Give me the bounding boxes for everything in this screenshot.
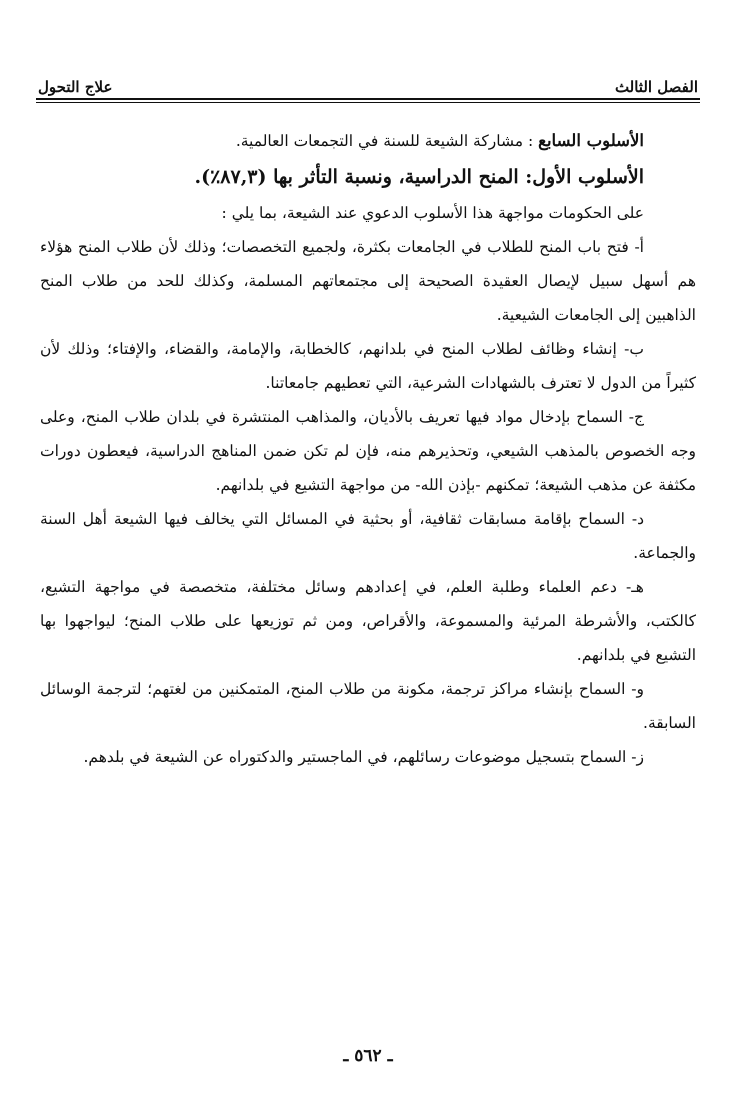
subheading-text: : مشاركة الشيعة للسنة في التجمعات العالمية.: [235, 132, 534, 150]
list-item-g: ز- السماح بتسجيل موضوعات رسائلهم، في الماجستير والدكتوراه عن الشيعة في بلدهم.: [83, 748, 644, 766]
list-item-b: ب- إنشاء وظائف لطلاب المنح في بلدانهم، كالخطابة، والإمامة، والقضاء، والإفتاء؛ وذلك لأن كثيراً من الدول لا تعترف بالشهادات الشرعية، التي تعطيهم جامعاتنا.: [40, 340, 696, 392]
list-item-a: أ- فتح باب المنح للطلاب في الجامعات بكثرة، ولجميع التخصصات؛ وذلك لأن طلاب المنح هؤلاء هم أسهل سبيل لإيصال العقيدة الصحيحة إلى مجتمعاتهم المسلمة، وكذلك للحد من طلاب المنح الذاهبين إلى الجامعات الشيعية.: [40, 238, 696, 324]
header-rule: [36, 98, 700, 100]
page-body: [40, 124, 696, 774]
chapter-title: الفصل الثالث: [614, 78, 698, 96]
subheading-label: الأسلوب السابع: [538, 131, 644, 150]
section-heading: الأسلوب الأول: المنح الدراسية، ونسبة التأثر بها (٨٧,٣٪).: [194, 166, 644, 188]
list-item-e: هـ- دعم العلماء وطلبة العلم، في إعدادهم وسائل مختلفة، متخصصة في مواجهة التشيع، كالكتب، والأشرطة المرئية والمسموعة، والأقراص، ومن ثم توزيعها على طلاب المنح؛ ليواجهوا بها التشيع في بلدانهم.: [40, 578, 696, 664]
page-number: ـ ٥٦٢ ـ: [343, 1046, 393, 1066]
section-title: علاج التحول: [38, 78, 113, 96]
header-rule-thin: [36, 102, 700, 103]
list-item-c: ج- السماح بإدخال مواد فيها تعريف بالأديان، والمذاهب المنتشرة في بلدان طلاب المنح، وعلى وجه الخصوص بالمذهب الشيعي، وتحذيرهم منه، فإن لم تكن ضمن المناهج الدراسية، فيعطون دورات مكثفة عن مذهب الشيعة؛ تمكنهم -بإذن الله- من مواجهة التشيع في بلدانهم.: [40, 408, 696, 494]
intro-paragraph: على الحكومات مواجهة هذا الأسلوب الدعوي عند الشيعة، بما يلي :: [221, 204, 644, 222]
running-header: [38, 66, 698, 96]
list-item-d: د- السماح بإقامة مسابقات ثقافية، أو بحثية في المسائل التي يخالف فيها الشيعة أهل السنة والجماعة.: [40, 510, 696, 562]
list-item-f: و- السماح بإنشاء مراكز ترجمة، مكونة من طلاب المنح، المتمكنين من لغتهم؛ لترجمة الوسائل السابقة.: [40, 680, 696, 732]
subheading: [40, 124, 696, 158]
